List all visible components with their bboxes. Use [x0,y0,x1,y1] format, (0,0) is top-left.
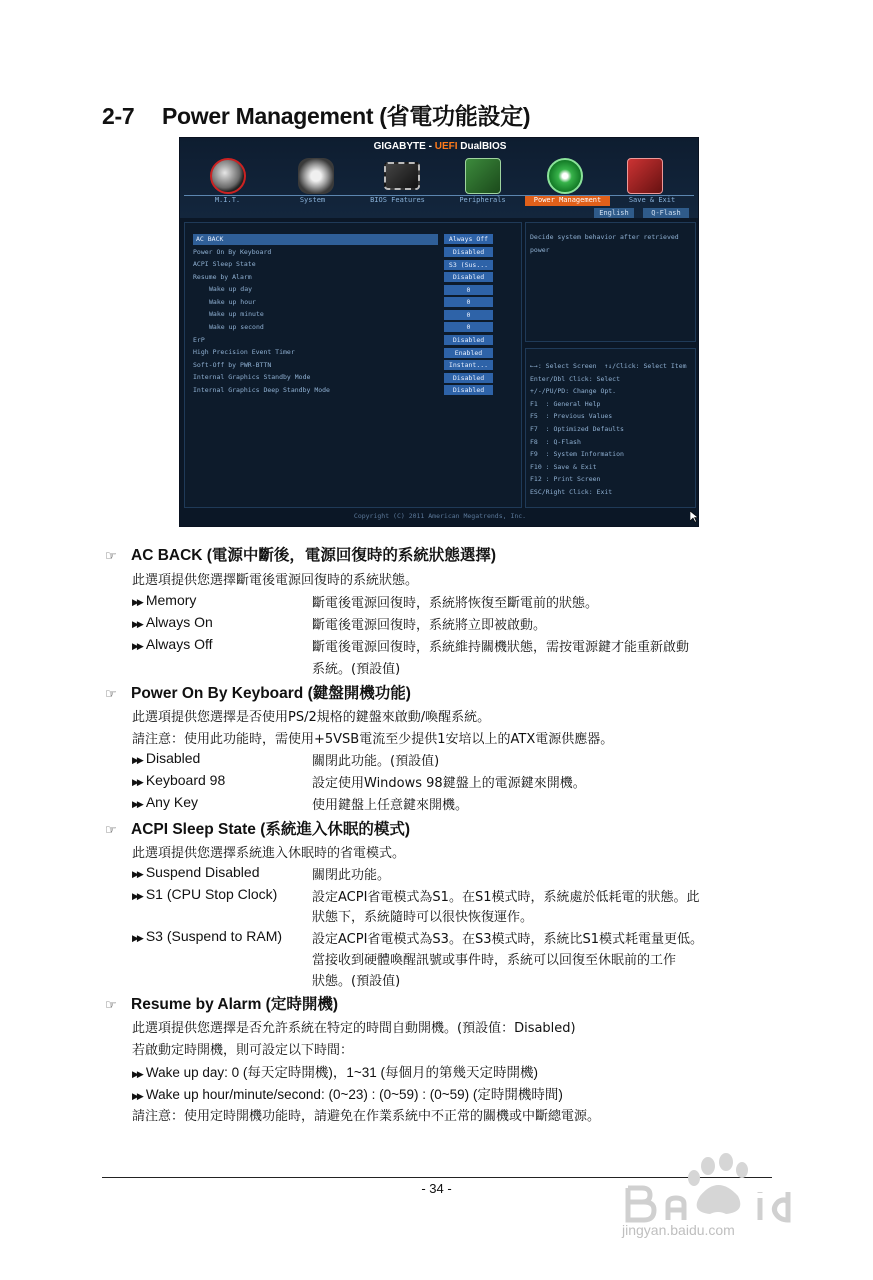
double-arrow-icon: ▶▶ [132,777,142,787]
option-memory: ▶▶ Memory [132,592,197,608]
speedometer-icon [210,158,246,194]
bios-header [180,138,699,218]
tab-system[interactable]: System [299,196,326,204]
desc-always-off-2: 系統。(預設值) [312,662,401,677]
setting-acpi-sleep[interactable]: ACPI Sleep State [193,260,256,268]
value-power-on-keyboard[interactable]: Disabled [444,247,493,257]
pointing-hand-icon: ☞ [105,823,117,838]
option-s1: ▶▶ S1 (CPU Stop Clock) [132,886,278,902]
key-legend-panel [525,348,696,508]
chip-icon [384,162,420,190]
setting-wake-hour[interactable]: Wake up hour [209,297,256,306]
double-arrow-icon: ▶▶ [132,597,142,607]
double-arrow-icon: ▶▶ [132,891,142,901]
double-arrow-icon: ▶▶ [132,799,142,809]
power-icon [547,158,583,194]
pointing-hand-icon: ☞ [105,687,117,702]
value-wake-minute[interactable]: 0 [444,310,493,320]
setting-resume-alarm[interactable]: Resume by Alarm [193,272,252,281]
value-acpi-sleep[interactable]: S3 (Sus... [444,260,493,270]
alarm-note: 請注意：使用定時開機功能時，請避免在作業系統中不正常的關機或中斷總電源。 [132,1109,601,1124]
qflash-button[interactable]: Q-Flash [643,208,689,218]
desc-s1-2: 狀態下，系統隨時可以很快恢復運作。 [312,910,534,925]
setting-igfx-standby[interactable]: Internal Graphics Standby Mode [193,373,311,381]
page-number: - 34 - [421,1181,452,1196]
bios-screenshot [179,137,699,527]
double-arrow-icon: ▶▶ [132,619,142,629]
setting-igfx-deep-standby[interactable]: Internal Graphics Deep Standby Mode [193,385,330,394]
value-igfx-deep-standby[interactable]: Disabled [444,385,493,395]
heading-acpi-sleep: ☞ ACPI Sleep State (系統進入休眠的模式) [105,821,411,838]
keyboard-intro-2: 請注意：使用此功能時，需使用+5VSB電流至少提供1安培以上的ATX電源供應器。 [132,732,614,747]
acpi-intro: 此選項提供您選擇系統進入休眠時的省電模式。 [132,846,406,861]
value-wake-day[interactable]: 0 [444,285,493,295]
desc-s3-2: 當接收到硬體喚醒訊號或事件時，系統可以回復至休眠前的工作 [312,953,677,968]
value-erp[interactable]: Disabled [444,335,493,345]
heading-resume-alarm: ☞ Resume by Alarm (定時開機) [105,996,338,1013]
tab-power-management[interactable]: Power Management [525,196,610,206]
double-arrow-icon: ▶▶ [132,933,142,943]
option-kb-98: ▶▶ Keyboard 98 [132,772,226,788]
tab-peripherals[interactable]: Peripherals [459,196,506,204]
tab-bios-features[interactable]: BIOS Features [370,196,425,204]
desc-kb-disabled: 關閉此功能。(預設值) [312,754,440,769]
setting-erp[interactable]: ErP [193,335,205,344]
option-suspend-disabled: ▶▶ Suspend Disabled [132,864,260,880]
option-always-off: ▶▶ Always Off [132,636,213,652]
gears-icon [298,158,334,194]
setting-wake-day[interactable]: Wake up day [209,285,253,293]
help-description: Decide system behavior after retrieved power [530,233,679,254]
keyboard-intro-1: 此選項提供您選擇是否使用PS/2規格的鍵盤來啟動/喚醒系統。 [132,710,491,725]
ac-back-intro: 此選項提供您選擇斷電後電源回復時的系統狀態。 [132,573,419,588]
alarm-intro-1: 此選項提供您選擇是否允許系統在特定的時間自動開機。(預設值：Disabled) [132,1021,576,1036]
value-ac-back[interactable]: Always Off [444,234,493,244]
desc-kb-any-key: 使用鍵盤上任意鍵來開機。 [312,798,469,813]
watermark-text: jingyan.baidu.com [622,1222,735,1238]
help-description-panel [525,222,696,342]
mouse-cursor-icon [690,511,698,523]
bios-copyright: Copyright (C) 2011 American Megatrends, Inc. [353,512,527,520]
exit-door-icon [627,158,663,194]
tab-save-exit[interactable]: Save & Exit [628,196,676,204]
value-soft-off[interactable]: Instant... [444,360,493,370]
section-number: 2-7 [102,103,135,129]
pointing-hand-icon: ☞ [105,549,117,564]
desc-always-off-1: 斷電後電源回復時，系統維持關機狀態，需按電源鍵才能重新啟動 [312,640,690,655]
double-arrow-icon: ▶▶ [132,641,142,651]
desc-s1-1: 設定ACPI省電模式為S1。在S1模式時，系統處於低耗電的狀態。此 [312,890,700,905]
setting-soft-off[interactable]: Soft-Off by PWR-BTTN [193,360,272,369]
key-legend: ←→: Select Screen ↑↓/Click: Select Item Enter/Dbl Click: Select +/-/PU/PD: Change Opt. F1 : General Help F5 : Previous Values F7 : Optimized Defaults F8 : Q-Flash F9 : System Information F10 : Save & Exit F12 : Print Screen ESC/Right Click: Exit [530,362,687,496]
desc-kb-98: 設定使用Windows 98鍵盤上的電源鍵來開機。 [312,776,586,791]
double-arrow-icon: ▶▶ [132,1091,142,1101]
option-always-on: ▶▶ Always On [132,614,213,630]
alarm-bullet-day: ▶▶ Wake up day: 0 (每天定時開機)，1~31 (每個月的第幾天定時開機) [132,1065,539,1080]
option-kb-disabled: ▶▶ Disabled [132,750,201,766]
alarm-bullet-time: ▶▶ Wake up hour/minute/second: (0~23) : (0~59) : (0~59) (定時開機時間) [132,1087,563,1102]
value-wake-second[interactable]: 0 [444,322,493,332]
double-arrow-icon: ▶▶ [132,755,142,765]
desc-s3-1: 設定ACPI省電模式為S3。在S3模式時，系統比S1模式耗電量更低。 [312,932,703,947]
heading-power-on-keyboard: ☞ Power On By Keyboard (鍵盤開機功能) [105,685,411,702]
desc-suspend-disabled: 關閉此功能。 [312,868,391,883]
pointing-hand-icon: ☞ [105,998,117,1013]
double-arrow-icon: ▶▶ [132,869,142,879]
setting-wake-minute[interactable]: Wake up minute [209,310,264,318]
desc-memory: 斷電後電源回復時，系統將恢復至斷電前的狀態。 [312,596,599,611]
settings-panel [184,222,522,508]
desc-always-on: 斷電後電源回復時，系統將立即被啟動。 [312,618,547,633]
section-title [102,98,530,131]
setting-ac-back[interactable]: AC BACK [193,234,438,245]
heading-ac-back: ☞ AC BACK (電源中斷後，電源回復時的系統狀態選擇) [105,547,497,564]
desc-s3-3: 狀態。(預設值) [312,974,401,989]
double-arrow-icon: ▶▶ [132,1069,142,1079]
alarm-intro-2: 若啟動定時開機，則可設定以下時間： [132,1043,354,1058]
setting-power-on-keyboard[interactable]: Power On By Keyboard [193,247,272,256]
value-resume-alarm[interactable]: Disabled [444,272,493,282]
value-hpet[interactable]: Enabled [444,348,493,358]
value-igfx-standby[interactable]: Disabled [444,373,493,383]
value-wake-hour[interactable]: 0 [444,297,493,307]
setting-wake-second[interactable]: Wake up second [209,322,264,331]
option-kb-any-key: ▶▶ Any Key [132,794,198,810]
tab-mit[interactable]: M.I.T. [214,196,241,204]
english-button[interactable]: English [594,208,634,218]
setting-hpet[interactable]: High Precision Event Timer [193,348,295,356]
peripherals-icon [465,158,501,194]
bios-brand: GIGABYTE - UEFI DualBIOS [373,141,507,152]
section-title-text: Power Management (省電功能設定) [162,103,531,129]
option-s3: ▶▶ S3 (Suspend to RAM) [132,928,283,944]
